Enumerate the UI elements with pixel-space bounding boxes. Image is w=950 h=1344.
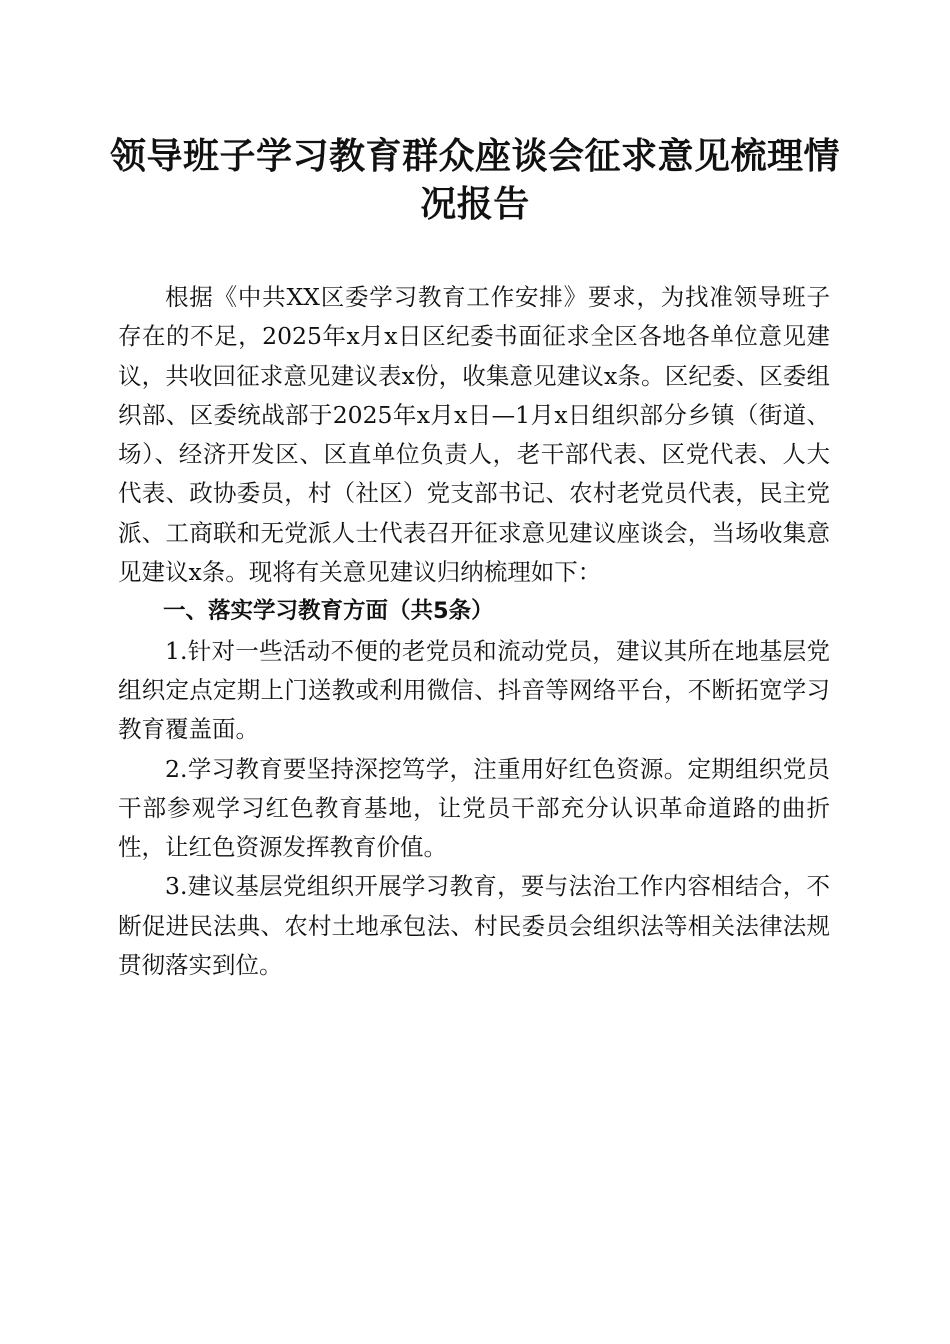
list-item: 3.建议基层党组织开展学习教育，要与法治工作内容相结合，不断促进民法典、农村土地承包法、村民委员会组织法等相关法律法规贯彻落实到位。	[118, 872, 830, 980]
list-item: 1.针对一些活动不便的老党员和流动党员，建议其所在地基层党组织定点定期上门送教或利用微信、抖音等网络平台，不断拓宽学习教育覆盖面。	[118, 636, 830, 744]
document-title: 领导班子学习教育群众座谈会征求意见梳理情况报告	[109, 135, 840, 225]
document-body	[118, 278, 830, 985]
list-item: 2.学习教育要坚持深挖笃学，注重用好红色资源。定期组织党员干部参观学习红色教育基地，让党员干部充分认识革命道路的曲折性，让红色资源发挥教育价值。	[118, 754, 830, 862]
section-heading: 一、落实学习教育方面（共5条）	[163, 598, 494, 625]
intro-paragraph: 根据《中共XX区委学习教育工作安排》要求，为找准领导班子存在的不足，2025年x月x日区纪委书面征求全区各地各单位意见建议，共收回征求意见建议表x份，收集意见建议x条。区纪委、区委组织部、区委统战部于2025年x月x日—1月x日组织部分乡镇（街道、场）、经济开发区、区直单位负责人，老干部代表、区党代表、人大代表、政协委员，村（社区）党支部书记、农村老党员代表，民主党派、工商联和无党派人士代表召开征求意见建议座谈会，当场收集意见建议x条。现将有关意见建议归纳梳理如下：	[118, 283, 830, 587]
